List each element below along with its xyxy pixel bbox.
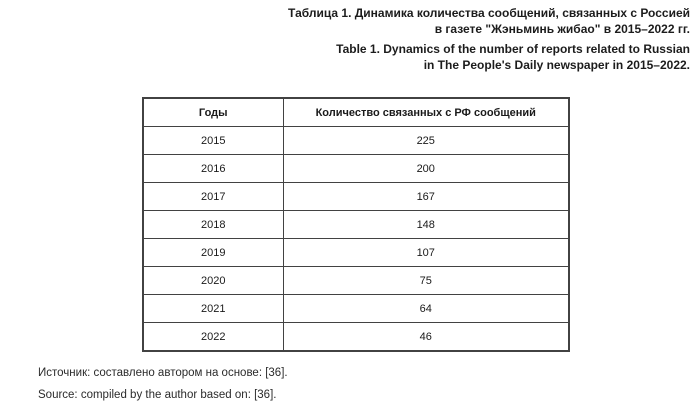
count-cell: 225	[283, 127, 569, 155]
year-cell: 2021	[143, 295, 283, 323]
header-years: Годы	[143, 98, 283, 127]
count-cell: 167	[283, 183, 569, 211]
caption-ru-line1: Таблица 1. Динамика количества сообщений, связанных с Россией	[288, 6, 690, 20]
year-cell: 2019	[143, 239, 283, 267]
year-cell: 2015	[143, 127, 283, 155]
table-row	[143, 295, 569, 323]
caption-ru-line2: в газете "Жэньминь жибао" в 2015–2022 гг.	[434, 22, 690, 36]
table-row	[143, 127, 569, 155]
table-row	[143, 155, 569, 183]
source-en: Source: compiled by the author based on: [36].	[38, 389, 277, 401]
year-cell: 2016	[143, 155, 283, 183]
source-ru: Источник: составлено автором на основе: [36].	[38, 367, 288, 379]
table-row	[143, 211, 569, 239]
table-row	[143, 183, 569, 211]
source-note	[38, 362, 288, 406]
caption-russian	[288, 5, 690, 37]
caption-english	[288, 41, 690, 73]
header-report-count: Количество связанных с РФ сообщений	[283, 98, 569, 127]
data-table	[142, 97, 570, 352]
count-cell: 46	[283, 323, 569, 352]
count-cell: 107	[283, 239, 569, 267]
table-caption	[288, 5, 690, 73]
table-row	[143, 323, 569, 352]
count-cell: 64	[283, 295, 569, 323]
year-cell: 2022	[143, 323, 283, 352]
count-cell: 148	[283, 211, 569, 239]
year-cell: 2020	[143, 267, 283, 295]
year-cell: 2018	[143, 211, 283, 239]
table-row	[143, 267, 569, 295]
count-cell: 75	[283, 267, 569, 295]
table-header-row	[143, 98, 569, 127]
count-cell: 200	[283, 155, 569, 183]
table-row	[143, 239, 569, 267]
year-cell: 2017	[143, 183, 283, 211]
caption-en-line2: in The People's Daily newspaper in 2015–2022.	[423, 58, 690, 72]
caption-en-line1: Table 1. Dynamics of the number of reports related to Russian	[336, 42, 690, 56]
